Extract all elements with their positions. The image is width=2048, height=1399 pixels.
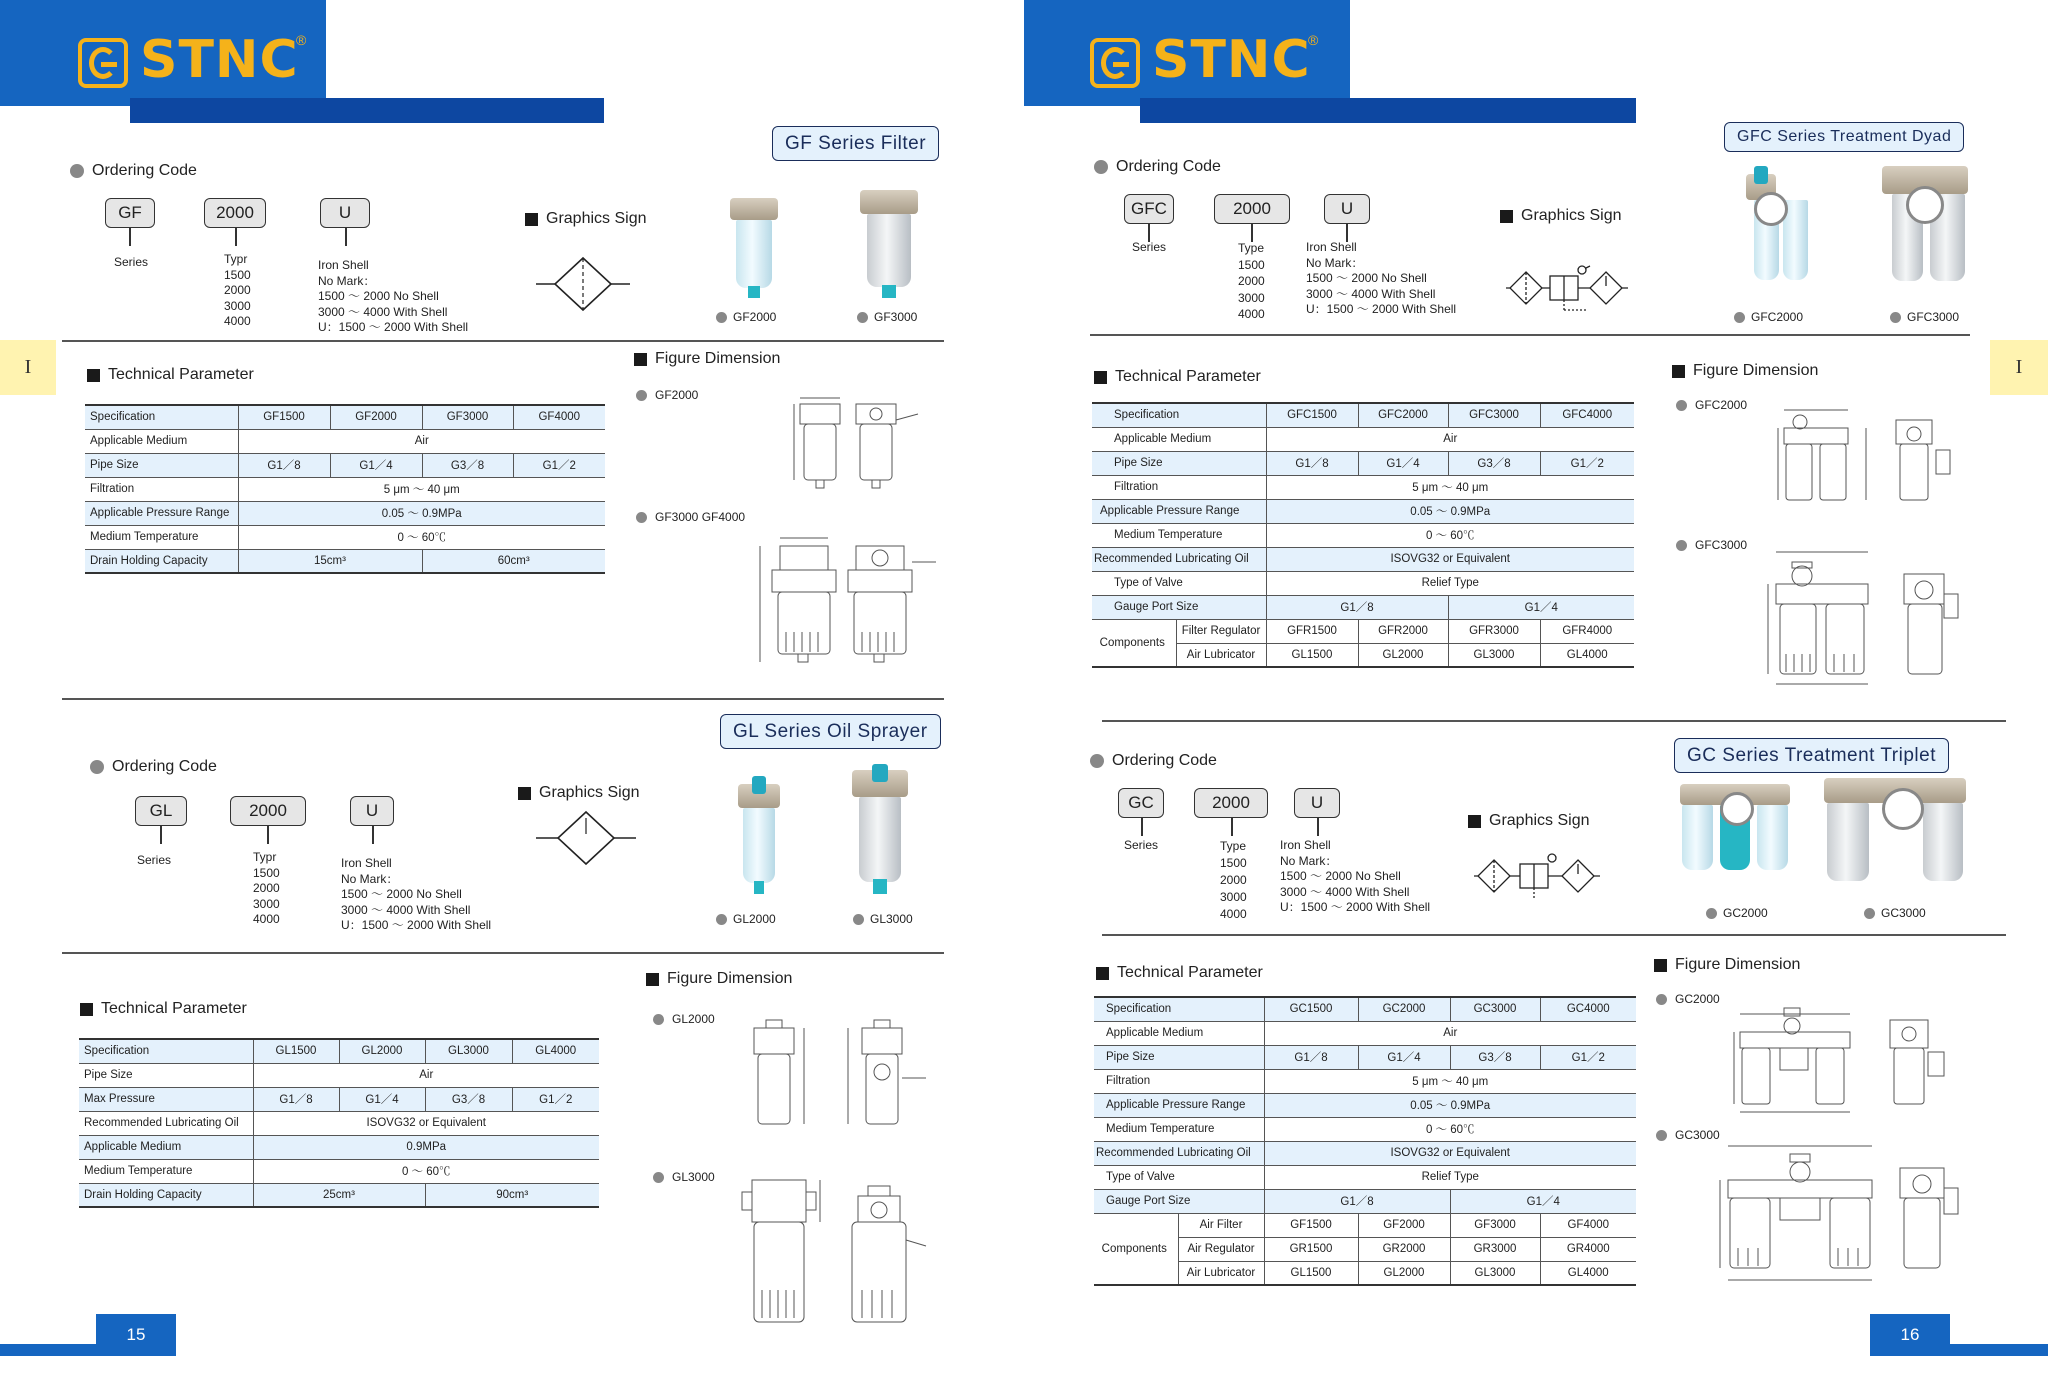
table-cell: GL2000: [1358, 643, 1448, 667]
table-row: [85, 453, 605, 477]
table-row: [1092, 403, 1634, 427]
table-row: [79, 1183, 599, 1207]
bullet-icon: [80, 1003, 93, 1016]
gfc3000-label: GFC3000: [1890, 310, 1959, 324]
bullet-icon: [525, 213, 538, 226]
table-cell: Filtration: [1114, 481, 1159, 493]
table-cell: GR3000: [1450, 1237, 1540, 1261]
footer-strip: [1950, 1344, 2048, 1356]
table-cell: G1／2: [1540, 1045, 1636, 1069]
gl3000-label: GL3000: [853, 912, 913, 926]
heading-text: Graphics Sign: [1521, 207, 1622, 224]
table-cell: G1／8: [1264, 1189, 1450, 1213]
gc-tech-table: [1094, 996, 1636, 1286]
heading-text: Technical Parameter: [101, 1000, 247, 1017]
table-cell: GC4000: [1540, 997, 1636, 1021]
table-cell: G1／4: [1358, 451, 1448, 475]
table-cell: Specification: [79, 1039, 253, 1063]
table-cell: GF2000: [330, 405, 422, 429]
table-cell: Relief Type: [1266, 571, 1634, 595]
table-row: [85, 501, 605, 525]
connector-line: [372, 826, 374, 844]
table-cell: Gauge Port Size: [1094, 1189, 1264, 1213]
table-row: [1092, 571, 1634, 595]
table-cell: G3／8: [1448, 451, 1540, 475]
table-cell: GC1500: [1264, 997, 1358, 1021]
table-cell: G1／2: [512, 1087, 599, 1111]
gc-ordering-code-heading: [1090, 752, 1217, 770]
table-cell: GL1500: [1264, 1261, 1358, 1285]
table-cell: GF4000: [1540, 1213, 1636, 1237]
gc-graphics-sign-heading: [1468, 812, 1590, 830]
table-row: [1092, 595, 1634, 619]
table-row: [1092, 427, 1634, 451]
table-cell: Applicable Pressure Range: [1094, 1093, 1264, 1117]
table-cell: Components: [1099, 636, 1165, 649]
table-cell: G1／2: [513, 453, 605, 477]
heading-text: Figure Dimension: [655, 350, 781, 367]
table-cell: Components: [1101, 1242, 1167, 1255]
gc-code-shell: U: [1294, 788, 1340, 818]
table-cell: GFC2000: [1358, 403, 1448, 427]
table-cell: Specification: [1092, 403, 1266, 427]
table-cell: Drain Holding Capacity: [79, 1183, 253, 1207]
table-cell: Air: [1266, 427, 1634, 451]
table-cell: GL4000: [512, 1039, 599, 1063]
table-row: [1092, 499, 1634, 523]
gc3000-drawing: [1716, 1140, 1966, 1290]
gfc-series-desc: Series: [1132, 240, 1167, 254]
gl2000-fig-label: GL2000: [653, 1012, 715, 1026]
table-cell: 5 μm ～ 40 μm: [1264, 1069, 1636, 1093]
table-cell: G1／8: [1266, 595, 1448, 619]
page-number: 16: [1870, 1314, 1950, 1356]
gf3000-photo: [860, 190, 918, 298]
gf-shell-desc: Iron Shell No Mark： 1500 ～ 2000 No Shell 3000 ～ 4000 With Shell U：1500 ～ 2000 With Shell: [318, 258, 469, 334]
table-cell: Air: [1264, 1021, 1636, 1045]
gc2000-fig-label: GC2000: [1656, 992, 1720, 1006]
filter-symbol-icon: [536, 256, 630, 312]
page-right: [1024, 0, 2048, 1399]
bullet-icon: [634, 353, 647, 366]
table-cell: GFC1500: [1266, 403, 1358, 427]
connector-line: [267, 826, 269, 844]
gfc3000-drawing: [1764, 544, 1964, 694]
brand-logo-text: STNC: [1152, 30, 1311, 90]
table-cell: G1／8: [238, 453, 330, 477]
dyad-symbol-icon: [1506, 262, 1628, 314]
table-cell: Medium Temperature: [1106, 1123, 1215, 1135]
bullet-icon: [1094, 160, 1108, 174]
table-cell: GL1500: [1266, 643, 1358, 667]
gf-tech-table: [85, 404, 605, 574]
table-row: [1092, 451, 1634, 475]
lubricator-symbol-icon: [536, 810, 636, 866]
table-cell: 0 ～ 60℃: [1264, 1117, 1636, 1141]
gfc-code-shell: U: [1324, 194, 1370, 224]
divider: [1090, 334, 1970, 336]
gfc-code-series: GFC: [1124, 194, 1174, 224]
heading-text: Graphics Sign: [546, 210, 647, 227]
table-cell: Medium Temperature: [90, 531, 199, 543]
table-row: [1094, 1021, 1636, 1045]
bullet-icon: [1654, 959, 1667, 972]
divider: [62, 952, 944, 954]
gl-tech-param-heading: [80, 1000, 247, 1018]
heading-text: Technical Parameter: [1117, 964, 1263, 981]
heading-text: Technical Parameter: [1115, 368, 1261, 385]
gc-type-desc: Type 1500 2000 3000 4000: [1220, 839, 1247, 921]
table-cell: ISOVG32 or Equivalent: [1264, 1141, 1636, 1165]
gc2000-drawing: [1730, 1000, 1964, 1120]
table-row: [85, 429, 605, 453]
table-cell: ISOVG32 or Equivalent: [253, 1111, 599, 1135]
bullet-icon: [70, 164, 84, 178]
table-row: [1094, 1165, 1636, 1189]
gc-tech-param-heading: [1096, 964, 1263, 982]
gc-series-title: GC Series Treatment Triplet: [1674, 738, 1949, 773]
gf2000-drawing: [790, 392, 940, 492]
table-cell: G1／8: [1266, 451, 1358, 475]
bullet-icon: [87, 369, 100, 382]
table-cell: Air Lubricator: [1178, 1261, 1264, 1285]
gfc-shell-desc: Iron Shell No Mark： 1500 ～ 2000 No Shell 3000 ～ 4000 With Shell U：1500 ～ 2000 With Shell: [1306, 240, 1457, 316]
table-cell: GF4000: [513, 405, 605, 429]
heading-text: Ordering Code: [92, 162, 197, 179]
gfc-tech-param-heading: [1094, 368, 1261, 386]
table-cell: G1／4: [330, 453, 422, 477]
table-cell: 0 ～ 60℃: [253, 1159, 599, 1183]
section-tab: I: [0, 340, 56, 395]
gf-series-desc: Series: [114, 255, 149, 269]
gfc2000-fig-label: GFC2000: [1676, 398, 1747, 412]
gl-figure-dimension-heading: [646, 970, 792, 988]
table-row: [1094, 1117, 1636, 1141]
table-cell: ISOVG32 or Equivalent: [1266, 547, 1634, 571]
bullet-icon: [1500, 210, 1513, 223]
table-cell: 90cm³: [425, 1183, 599, 1207]
gc3000-photo: [1824, 778, 1966, 892]
gf-series-title: GF Series Filter: [772, 126, 939, 161]
gl-series-title: GL Series Oil Sprayer: [720, 714, 941, 749]
table-cell: G3／8: [1450, 1045, 1540, 1069]
table-cell: Pipe Size: [1094, 1045, 1264, 1069]
connector-line: [1231, 818, 1233, 836]
page-number: 15: [96, 1314, 176, 1356]
table-cell: Pipe Size: [1092, 451, 1266, 475]
table-cell: G1／4: [1450, 1189, 1636, 1213]
heading-text: Technical Parameter: [108, 366, 254, 383]
gfc-series-title: GFC Series Treatment Dyad: [1724, 122, 1964, 152]
gl2000-drawing: [740, 1016, 940, 1140]
table-cell: 0.05 ～ 0.9MPa: [1266, 499, 1634, 523]
table-cell: 5 μm ～ 40 μm: [1266, 475, 1634, 499]
table-cell: GC2000: [1358, 997, 1450, 1021]
gl-graphics-sign-heading: [518, 784, 640, 802]
table-cell: 25cm³: [253, 1183, 425, 1207]
table-cell: GFR2000: [1358, 619, 1448, 643]
table-cell: GFC3000: [1448, 403, 1540, 427]
table-row: [85, 405, 605, 429]
table-cell: G3／8: [425, 1087, 512, 1111]
gf3000-label: GF3000: [857, 310, 917, 324]
table-row: [1092, 619, 1634, 643]
heading-text: Figure Dimension: [1675, 956, 1801, 973]
header-strip: [1140, 98, 1636, 123]
table-row: [1094, 1045, 1636, 1069]
table-cell: Air Filter: [1178, 1213, 1264, 1237]
table-row: [1092, 547, 1634, 571]
table-cell: Medium Temperature: [1114, 529, 1223, 541]
gc-code-series: GC: [1118, 788, 1164, 818]
table-cell: 15cm³: [238, 549, 422, 573]
table-cell: GR2000: [1358, 1237, 1450, 1261]
table-cell: Medium Temperature: [84, 1165, 193, 1177]
triplet-symbol-icon: [1474, 850, 1600, 902]
gf2000-photo: [730, 198, 778, 298]
table-cell: Type of Valve: [1114, 577, 1183, 589]
gf-ordering-code-heading: [70, 162, 197, 180]
gfc-code-type: 2000: [1214, 194, 1290, 224]
table-cell: GL3000: [1450, 1261, 1540, 1285]
table-row: [1094, 1093, 1636, 1117]
gc-series-desc: Series: [1124, 838, 1159, 852]
gf-figure-dimension-heading: [634, 350, 780, 368]
table-cell: Recommended Lubricating Oil: [1094, 1141, 1264, 1165]
gc-figure-dimension-heading: [1654, 956, 1800, 974]
table-cell: 0 ～ 60℃: [1266, 523, 1634, 547]
table-row: [79, 1111, 599, 1135]
table-cell: GF2000: [1358, 1213, 1450, 1237]
gc3000-label: GC3000: [1864, 906, 1926, 920]
brand-emblem-icon: [78, 38, 128, 88]
gl-code-type: 2000: [230, 796, 306, 826]
table-cell: 0.9MPa: [253, 1135, 599, 1159]
gl-type-desc: Typr 1500 2000 3000 4000: [253, 850, 280, 926]
bullet-icon: [518, 787, 531, 800]
table-cell: Relief Type: [1264, 1165, 1636, 1189]
table-cell: 0.05 ～ 0.9MPa: [238, 501, 605, 525]
bullet-icon: [1094, 371, 1107, 384]
gl-shell-desc: Iron Shell No Mark： 1500 ～ 2000 No Shell 3000 ～ 4000 With Shell U：1500 ～ 2000 With Shell: [341, 856, 492, 932]
gfc-ordering-code-heading: [1094, 158, 1221, 176]
divider: [62, 340, 944, 342]
connector-line: [235, 228, 237, 246]
table-cell: Recommended Lubricating Oil: [1092, 547, 1266, 571]
heading-text: Figure Dimension: [667, 970, 793, 987]
table-cell: Air Regulator: [1178, 1237, 1264, 1261]
gl2000-label: GL2000: [716, 912, 776, 926]
table-cell: G1／8: [253, 1087, 339, 1111]
header-strip: [130, 98, 604, 123]
heading-text: Graphics Sign: [539, 784, 640, 801]
brand-reg-mark: ®: [1308, 32, 1319, 48]
bullet-icon: [1468, 815, 1481, 828]
gf-type-desc: Typr 1500 2000 3000 4000: [224, 252, 251, 328]
table-cell: GFR4000: [1540, 619, 1634, 643]
gfc-type-desc: Type 1500 2000 3000 4000: [1238, 241, 1265, 321]
table-cell: Applicable Pressure Range: [1092, 499, 1266, 523]
table-cell: G1／4: [1448, 595, 1634, 619]
table-cell: Air: [238, 429, 605, 453]
table-cell: 5 μm ～ 40 μm: [238, 477, 605, 501]
table-cell: GR1500: [1264, 1237, 1358, 1261]
gl2000-photo: [738, 784, 780, 894]
connector-line: [1141, 818, 1143, 836]
divider: [1102, 934, 2006, 936]
heading-text: Ordering Code: [112, 758, 217, 775]
table-cell: Max Pressure: [79, 1087, 253, 1111]
table-cell: Applicable Medium: [1106, 1027, 1204, 1039]
table-cell: 0.05 ～ 0.9MPa: [1264, 1093, 1636, 1117]
bullet-icon: [1672, 365, 1685, 378]
connector-line: [1317, 818, 1319, 836]
table-row: [1094, 1189, 1636, 1213]
connector-line: [345, 228, 347, 246]
table-cell: GL2000: [339, 1039, 425, 1063]
table-cell: Air: [253, 1063, 599, 1087]
brand-logo-text: STNC: [140, 30, 299, 90]
table-row: [79, 1039, 599, 1063]
gf2000-fig-label: GF2000: [636, 388, 698, 402]
connector-line: [129, 228, 131, 246]
gl-code-shell: U: [350, 796, 394, 826]
table-row: [1094, 997, 1636, 1021]
table-cell: Air Lubricator: [1176, 643, 1266, 667]
heading-text: Ordering Code: [1116, 158, 1221, 175]
connector-line: [160, 826, 162, 844]
table-cell: GFR3000: [1448, 619, 1540, 643]
brand-emblem-icon: [1090, 38, 1140, 88]
table-cell: Applicable Pressure Range: [85, 501, 238, 525]
table-cell: GFR1500: [1266, 619, 1358, 643]
table-cell: GL2000: [1358, 1261, 1450, 1285]
table-cell: GL3000: [425, 1039, 512, 1063]
table-cell: Recommended Lubricating Oil: [84, 1117, 239, 1129]
table-cell: GF1500: [238, 405, 330, 429]
gl3000-photo: [852, 770, 908, 894]
table-cell: 0 ～ 60℃: [238, 525, 605, 549]
table-cell: Pipe Size: [85, 453, 238, 477]
gl-ordering-code-heading: [90, 758, 217, 776]
divider: [62, 698, 944, 700]
gl-code-series: GL: [135, 796, 187, 826]
table-cell: Pipe Size: [84, 1069, 133, 1081]
gf3000-fig-label: GF3000 GF4000: [636, 510, 745, 524]
gc-code-type: 2000: [1194, 788, 1268, 818]
gl3000-fig-label: GL3000: [653, 1170, 715, 1184]
gl-series-desc: Series: [137, 853, 172, 867]
table-cell: GF3000: [1450, 1213, 1540, 1237]
table-row: [79, 1159, 599, 1183]
table-row: [85, 549, 605, 573]
table-cell: G3／8: [422, 453, 513, 477]
gc2000-label: GC2000: [1706, 906, 1768, 920]
table-cell: Filtration: [90, 483, 135, 495]
table-cell: Specification: [1094, 997, 1264, 1021]
table-cell: GR4000: [1540, 1237, 1636, 1261]
divider: [1102, 720, 2006, 722]
table-row: [79, 1063, 599, 1087]
gf-code-series: GF: [105, 198, 155, 228]
table-cell: GL3000: [1448, 643, 1540, 667]
table-cell: Applicable Medium: [90, 435, 188, 447]
table-row: [79, 1135, 599, 1159]
table-row: [85, 477, 605, 501]
table-cell: G1／4: [1358, 1045, 1450, 1069]
gfc3000-fig-label: GFC3000: [1676, 538, 1747, 552]
gfc2000-photo: [1746, 174, 1812, 292]
table-cell: G1／2: [1540, 451, 1634, 475]
gf2000-label: GF2000: [716, 310, 776, 324]
table-cell: Applicable Medium: [1114, 433, 1212, 445]
table-cell: Specification: [85, 405, 238, 429]
heading-text: Ordering Code: [1112, 752, 1217, 769]
table-cell: G1／4: [339, 1087, 425, 1111]
heading-text: Graphics Sign: [1489, 812, 1590, 829]
gfc-figure-dimension-heading: [1672, 362, 1818, 380]
footer-strip: [0, 1344, 96, 1356]
bullet-icon: [90, 760, 104, 774]
gc2000-photo: [1680, 784, 1790, 880]
gf-code-type: 2000: [204, 198, 266, 228]
table-cell: 60cm³: [422, 549, 605, 573]
table-cell: G1／8: [1264, 1045, 1358, 1069]
table-cell: Filtration: [1106, 1075, 1151, 1087]
gfc-tech-table: [1092, 402, 1634, 668]
table-cell: Applicable Medium: [79, 1135, 253, 1159]
table-cell: GF3000: [422, 405, 513, 429]
gl-tech-table: [79, 1038, 599, 1208]
table-row: [1094, 1213, 1636, 1237]
gc-shell-desc: Iron Shell No Mark： 1500 ～ 2000 No Shell 3000 ～ 4000 With Shell U：1500 ～ 2000 With Shell: [1280, 838, 1431, 914]
table-cell: GC3000: [1450, 997, 1540, 1021]
table-cell: Drain Holding Capacity: [85, 549, 238, 573]
bullet-icon: [646, 973, 659, 986]
gfc3000-photo: [1882, 166, 1968, 294]
table-cell: Filter Regulator: [1176, 619, 1266, 643]
table-cell: Type of Valve: [1106, 1171, 1175, 1183]
gfc2000-label: GFC2000: [1734, 310, 1803, 324]
gfc-graphics-sign-heading: [1500, 207, 1622, 225]
table-cell: GL1500: [253, 1039, 339, 1063]
table-row: [1094, 1141, 1636, 1165]
table-cell: Gauge Port Size: [1092, 595, 1266, 619]
gf3000-drawing: [750, 532, 945, 674]
table-row: [79, 1087, 599, 1111]
table-row: [85, 525, 605, 549]
table-cell: GL4000: [1540, 643, 1634, 667]
gc3000-fig-label: GC3000: [1656, 1128, 1720, 1142]
table-cell: GF1500: [1264, 1213, 1358, 1237]
section-tab: I: [1990, 340, 2048, 395]
heading-text: Figure Dimension: [1693, 362, 1819, 379]
table-row: [1092, 475, 1634, 499]
gl3000-drawing: [740, 1170, 940, 1336]
brand-reg-mark: ®: [296, 32, 307, 48]
table-row: [1092, 523, 1634, 547]
table-cell: GFC4000: [1540, 403, 1634, 427]
gfc2000-drawing: [1776, 400, 1964, 524]
gf-code-shell: U: [320, 198, 370, 228]
gf-graphics-sign-heading: [525, 210, 647, 228]
gf-tech-param-heading: [87, 366, 254, 384]
bullet-icon: [1096, 967, 1109, 980]
table-row: [1094, 1069, 1636, 1093]
bullet-icon: [1090, 754, 1104, 768]
table-cell: GL4000: [1540, 1261, 1636, 1285]
